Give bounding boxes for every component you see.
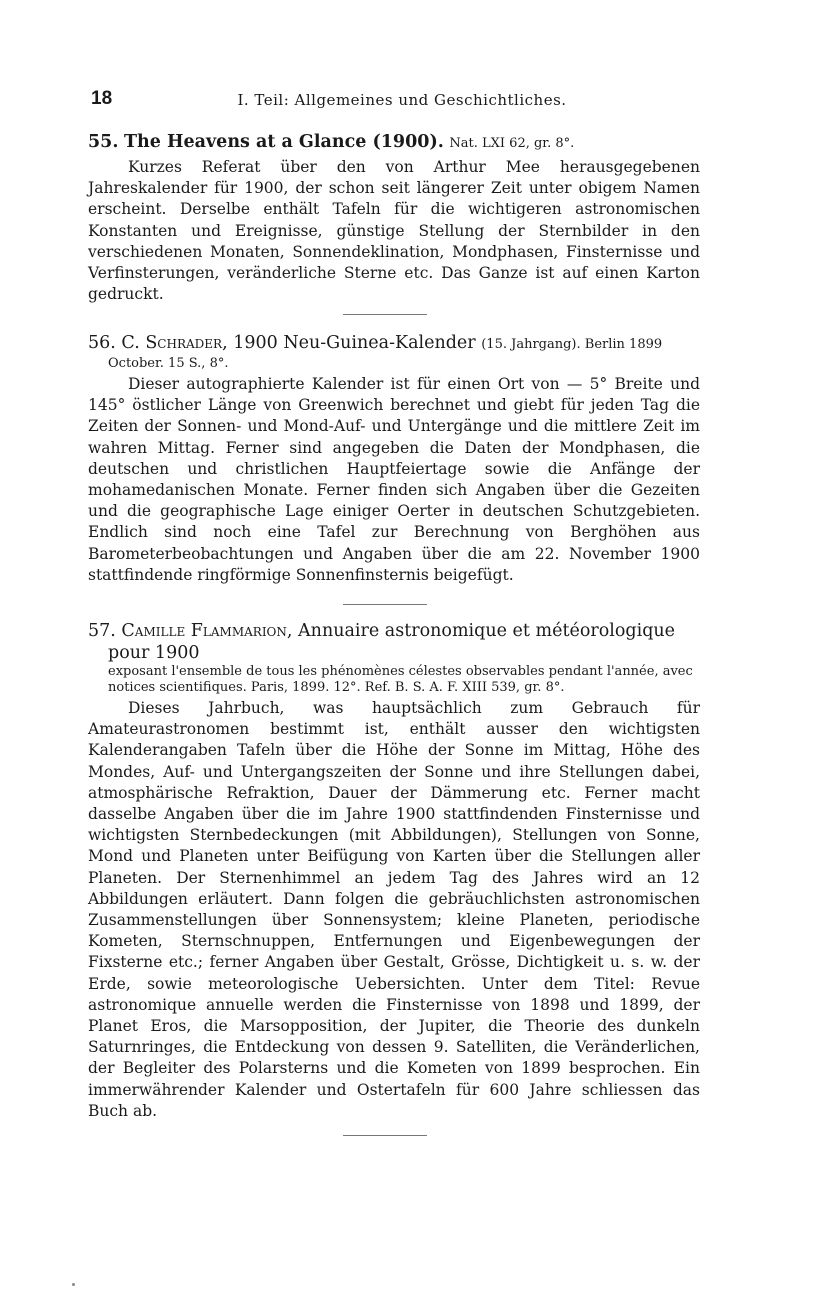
entry-57 <box>88 620 700 1122</box>
entry-number: 55. <box>88 132 119 152</box>
entry-number: 57. <box>88 621 116 641</box>
entry-title <box>88 131 700 155</box>
entry-reference: Nat. LXI 62, gr. 8°. <box>449 136 575 151</box>
page-number: 18 <box>91 88 113 109</box>
page-speck <box>72 1283 75 1286</box>
entry-title-text: 1900 Neu-Guinea-Kalender <box>233 333 476 353</box>
entry-body: Dieses Jahrbuch, was hauptsächlich zum Gebrauch für Amateurastronomen bestimmt ist, enthält ausser den wichtigsten Kalenderangaben Tafeln über die Höhe der Sonne im Mittag, Höhe des Mondes, Auf- und Untergangszeiten der Sonne und ihre Stellungen dabei, atmosphärische Refraktion, Dauer der Dämmerung etc. Ferner macht dasselbe Angaben über die im Jahre 1900 stattfindenden Finsternisse und wichtigsten Sternbedeckungen (mit Abbildungen), Stellungen von Sonne, Mond und Planeten unter Beifügung von Karten über die Stellungen aller Planeten. Der Sternenhimmel an jedem Tag des Jahres wird an 12 Abbildungen erläutert. Dann folgen die gebräuchlichsten astronomischen Zusammenstellungen über Sonnensystem; kleine Planeten, periodische Kometen, Sternschnuppen, Entfernungen und Eigenbewegungen der Fixsterne etc.; ferner Angaben über Gestalt, Grösse, Dichtigkeit u. s. w. der Erde, sowie meteorologische Uebersichten. Unter dem Titel: Revue astronomique annuelle werden die Finsternisse von 1898 und 1899, der Planet Eros, die Marsopposition, der Jupiter, die Theorie des dunkeln Saturnringes, die Entdeckung von dessen 9. Satelliten, die Veränderlichen, der Begleiter des Polarsterns und die Kometen von 1899 besprochen. Ein immerwährender Kalender und Ostertafeln für 600 Jahre schliessen das Buch ab. <box>88 699 700 1120</box>
separator-rule <box>343 1135 427 1136</box>
separator-rule <box>343 314 427 315</box>
entry-title-continuation <box>108 642 700 664</box>
running-head: I. Teil: Allgemeines und Geschichtliches. <box>237 91 567 109</box>
entry-body: Kurzes Referat über den von Arthur Mee herausgegebenen Jahreskalender für 1900, der schon seit längerer Zeit unter obigem Namen erscheint. Derselbe enthält Tafeln für die wichtigeren astronomischen Konstanten und Ereignisse, günstige Stellung der Sternbilder in den verschiedenen Monaten, Sonnendeklination, Mondphasen, Finsternisse und Verfinsterungen, veränderliche Sterne etc. Das Ganze ist auf einen Karton gedruckt. <box>88 158 700 304</box>
entry-author: Camille Flammarion, <box>121 621 293 641</box>
entry-reference: (15. Jahrgang). Berlin 1899 <box>481 337 663 352</box>
entry-55 <box>88 131 700 305</box>
entry-56 <box>88 332 700 586</box>
separator-rule <box>343 604 427 605</box>
entry-body: Dieser autographierte Kalender ist für einen Ort von — 5° Breite und 145° östlicher Länge von Greenwich berechnet und giebt für jeden Tag die Zeiten der Sonnen- und Mond-Auf- und Untergänge und die mittlere Zeit im wahren Mittag. Ferner sind angegeben die Daten der Mondphasen, die deutschen und christlichen Hauptfeiertage sowie die Anfänge der mohamedanischen Monate. Ferner finden sich Angaben über die Gezeiten und die geographische Lage einiger Oerter in deutschen Schutzgebieten. Endlich sind noch eine Tafel zur Berechnung von Berghöhen aus Barometerbeobachtungen und Angaben über die am 22. November 1900 stattfindende ringförmige Sonnenfinsternis beigefügt. <box>88 375 700 584</box>
entry-title-cont: pour 1900 <box>108 643 200 663</box>
entry-title <box>88 332 700 356</box>
entry-author: C. Schrader, <box>121 333 228 353</box>
entry-title <box>88 620 700 642</box>
entry-title-text: Annuaire astronomique et météorologique <box>298 621 676 641</box>
page-header <box>88 88 700 112</box>
entry-citation: October. 15 S., 8°. <box>108 356 229 371</box>
entry-title-text: The Heavens at a Glance (1900). <box>124 132 444 152</box>
entry-citation: exposant l'ensemble de tous les phénomènes célestes observables pendant l'année, avec notices scientifiques. Paris, 1899. 12°. Ref. B. S. A. F. XIII 539, gr. 8°. <box>108 664 693 695</box>
entry-number: 56. <box>88 333 116 353</box>
